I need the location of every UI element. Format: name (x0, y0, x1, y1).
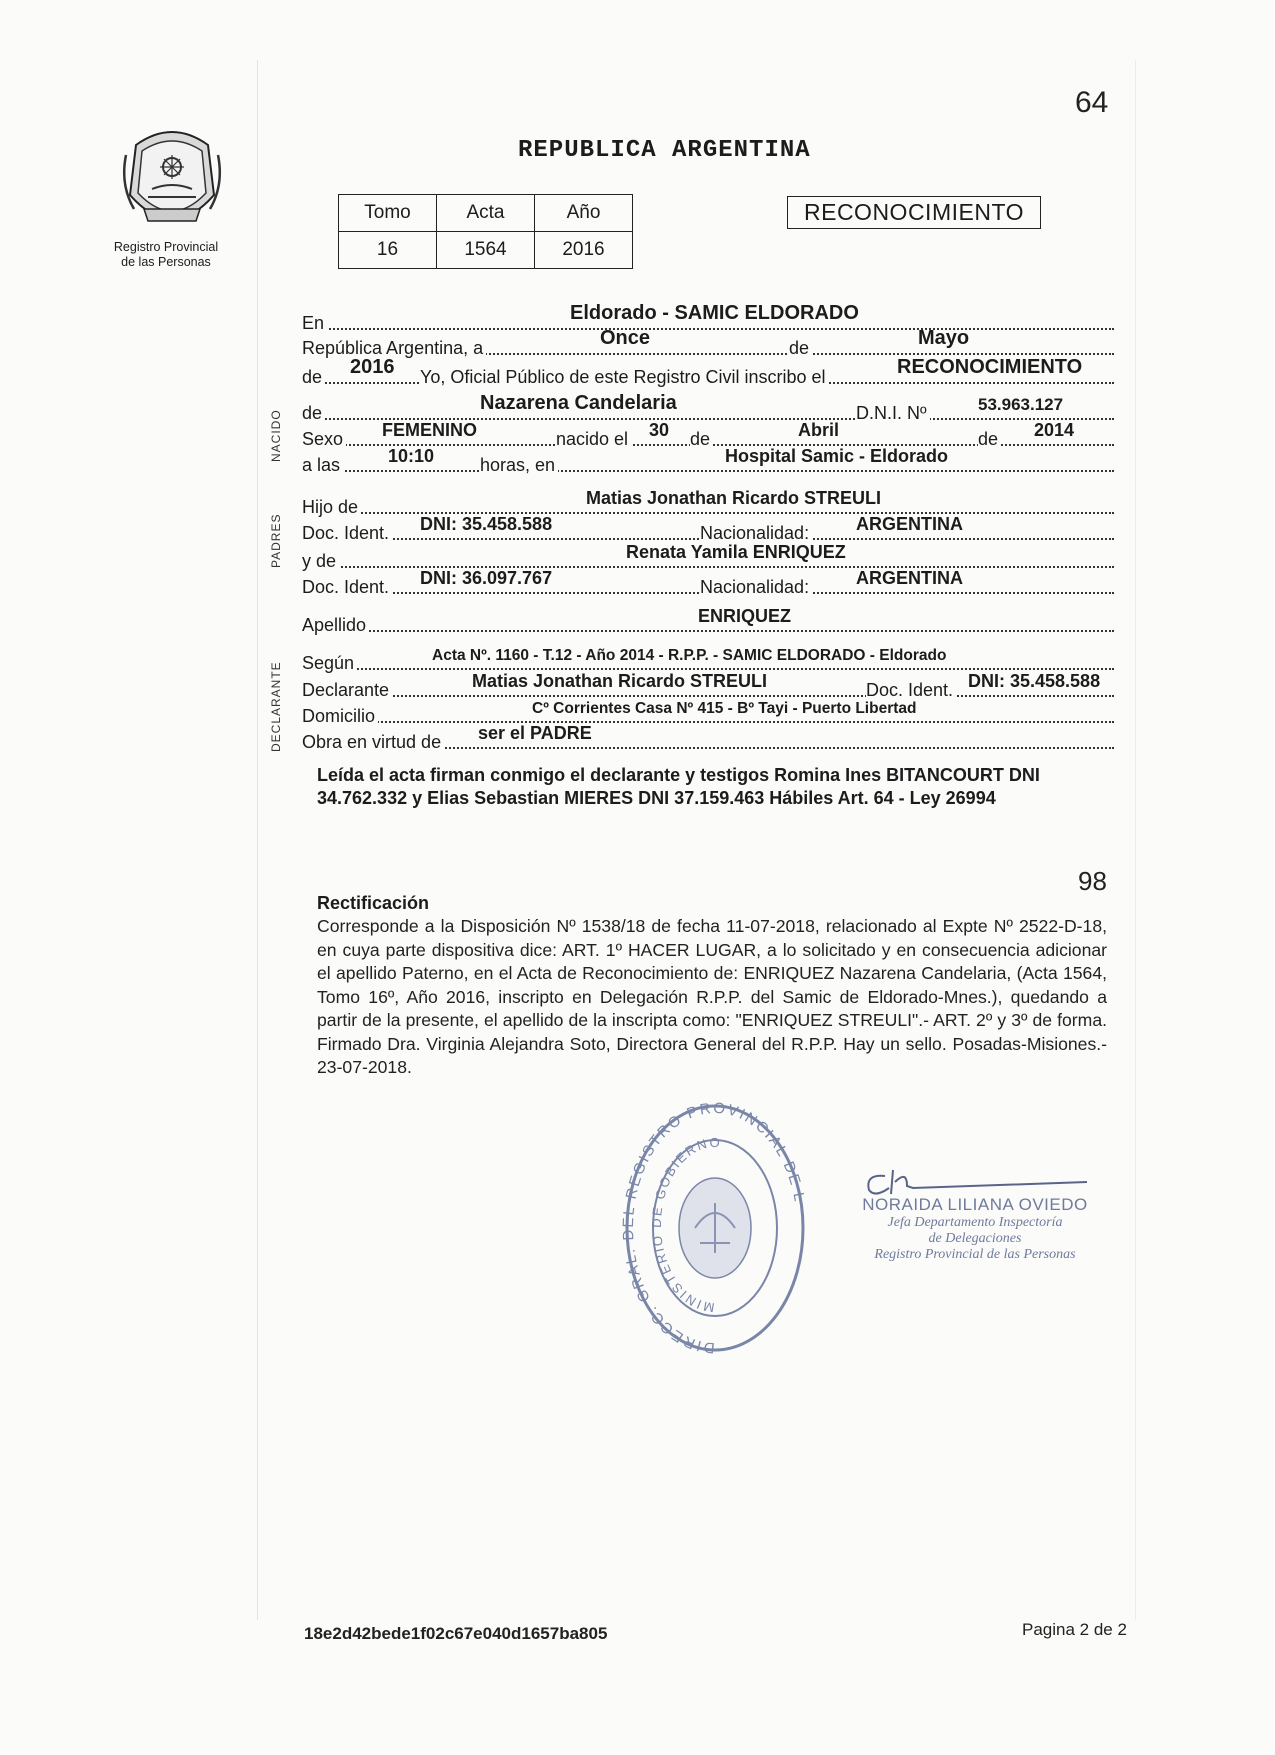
rectificacion-number: 98 (1078, 866, 1107, 896)
anio-value: 2016 (350, 356, 395, 378)
closing-text: Leída el acta firman conmigo el declarante y testigos Romina Ines BITANCOURT DNI 34.762.332 y Elias Sebastian MIERES DNI 37.159.463 Hábiles Art. 64 - Ley 26994 (317, 765, 1040, 808)
province-shield-icon (118, 125, 226, 237)
padre-doc-value: DNI: 35.458.588 (420, 514, 553, 534)
nac-dia-value: 30 (649, 420, 670, 440)
madre-doc-value: DNI: 36.097.767 (420, 568, 553, 588)
inscribo-value: RECONOCIMIENTO (897, 356, 1083, 378)
en-value: Eldorado - SAMIC ELDORADO (570, 302, 859, 324)
form-line-madre-doc (302, 564, 1114, 597)
value-tomo: 16 (339, 232, 437, 269)
horas-label: horas, en (480, 455, 558, 476)
header-acta: Acta (437, 195, 535, 232)
en-label: En (302, 313, 327, 334)
signer-registry: Registro Provincial de las Personas (874, 1247, 1076, 1262)
sexo-value: FEMENINO (382, 420, 478, 440)
declarante-label: Declarante (302, 680, 392, 701)
dni-value: 53.963.127 (978, 395, 1064, 414)
mes-value: Mayo (918, 327, 970, 349)
madre-nac-value: ARGENTINA (856, 568, 963, 588)
form-line-padre-doc (302, 510, 1114, 543)
madre-value: Renata Yamila ENRIQUEZ (626, 542, 846, 562)
padre-nac-value: ARGENTINA (856, 514, 963, 534)
republica-label: República Argentina, a (302, 338, 486, 359)
hijo-label: Hijo de (302, 497, 361, 518)
alas-label: a las (302, 455, 343, 476)
logo-caption (96, 240, 236, 270)
inscribo-label: Yo, Oficial Público de este Registro Civil inscribo el (420, 367, 829, 388)
padre-value: Matias Jonathan Ricardo STREULI (586, 488, 882, 508)
nac-mes-value: Abril (798, 420, 840, 440)
registry-table-header-row (339, 195, 633, 232)
obra-label: Obra en virtud de (302, 732, 444, 753)
side-label-padres: PADRES (269, 513, 283, 568)
de4-label: de (690, 429, 713, 450)
segun-label: Según (302, 653, 357, 674)
header-anio: Año (535, 195, 633, 232)
registry-table-value-row (339, 232, 633, 269)
form-line-fecha (302, 325, 1114, 358)
dni-label: D.N.I. Nº (856, 403, 930, 424)
doc2-label: Doc. Ident. (302, 577, 392, 598)
apellido-value: ENRIQUEZ (698, 606, 792, 626)
signer-department: de Delegaciones (928, 1231, 1022, 1246)
form-line-apellido (302, 602, 1114, 635)
apellido-label: Apellido (302, 615, 369, 636)
side-label-nacido: NACIDO (269, 409, 283, 462)
de2-label: de (302, 367, 325, 388)
de5-label: de (978, 429, 1001, 450)
value-anio: 2016 (535, 232, 633, 269)
official-stamp-icon (620, 1098, 810, 1358)
obra-value: ser el PADRE (478, 723, 592, 743)
de-label: de (789, 338, 812, 359)
header-tomo: Tomo (339, 195, 437, 232)
stamp-outer-text: DIRECC. GRAL. DEL REGISTRO PROVINCIAL DE L (620, 1099, 809, 1357)
nombre-value: Nazarena Candelaria (480, 392, 677, 414)
logo-caption-line2: de las Personas (121, 255, 211, 269)
hora-value: 10:10 (388, 446, 435, 466)
doc1-label: Doc. Ident. (302, 523, 392, 544)
form-line-hora (302, 442, 1114, 475)
page-edge-left (257, 60, 258, 1620)
side-label-declarante: DECLARANTE (269, 661, 283, 752)
de3-label: de (302, 403, 325, 424)
nac1-label: Nacionalidad: (700, 523, 812, 544)
registry-table (338, 194, 633, 269)
page-number: 64 (1075, 86, 1109, 119)
segun-value: Acta Nº. 1160 - T.12 - Año 2014 - R.P.P. - SAMIC ELDORADO - Eldorado (432, 647, 947, 664)
rectificacion-body: Corresponde a la Disposición Nº 1538/18 de fecha 11-07-2018, relacionado al Expte Nº 2522-D-18, en cuya parte dispositiva dice: ART. 1º HACER LUGAR, a lo solicitado y en consecuencia adicionar el apellido Paterno, en el Acta de Reconocimiento de: ENRIQUEZ Nazarena Candelaria, (Acta 1564, Tomo 16º, Año 2016, inscripto en Delegación R.P.P. del Samic de Eldorado-Mnes.), quedando a partir de la presente, el apellido de la inscripta como: "ENRIQUEZ STREULI".- ART. 2º y 3º de forma. Firmado Dra. Virginia Alejandra Soto, Directora General del R.P.P. Hay un sello. Posadas-Misiones.- 23-07-2018. (317, 916, 1107, 1077)
domicilio-value: Cº Corrientes Casa Nº 415 - Bº Tayi - Puerto Libertad (532, 700, 917, 717)
logo-caption-line1: Registro Provincial (113, 240, 219, 254)
signer-name: NORAIDA LILIANA OVIEDO (862, 1195, 1088, 1214)
nacido-label: nacido el (556, 429, 631, 450)
page-edge-right (1135, 60, 1136, 1620)
yde-label: y de (302, 551, 339, 572)
nac-anio-value: 2014 (1034, 420, 1075, 440)
form-line-inscribo (302, 354, 1114, 387)
dia-value: Once (600, 327, 651, 349)
value-acta: 1564 (437, 232, 535, 269)
sexo-label: Sexo (302, 429, 346, 450)
page-indicator: Pagina 2 de 2 (1022, 1620, 1127, 1639)
act-type-box: RECONOCIMIENTO (787, 196, 1041, 229)
document-title: REPUBLICA ARGENTINA (518, 137, 811, 164)
form-line-segun (302, 640, 1114, 673)
form-line-obra (302, 719, 1114, 752)
lugar-value: Hospital Samic - Eldorado (725, 446, 949, 466)
domicilio-label: Domicilio (302, 706, 378, 727)
signature-stamp (855, 1195, 1095, 1263)
signer-title: Jefa Departamento Inspectoría (887, 1215, 1063, 1230)
declarante-doc-value: DNI: 35.458.588 (968, 671, 1101, 691)
declarante-value: Matias Jonathan Ricardo STREULI (472, 671, 768, 691)
nac2-label: Nacionalidad: (700, 577, 812, 598)
rectificacion-title: Rectificación (317, 893, 430, 913)
stamp-inner-text: MINISTERIO DE GOBIERNO (648, 1134, 722, 1316)
document-hash: 18e2d42bede1f02c67e040d1657ba805 (304, 1624, 608, 1643)
doc3-label: Doc. Ident. (866, 680, 956, 701)
